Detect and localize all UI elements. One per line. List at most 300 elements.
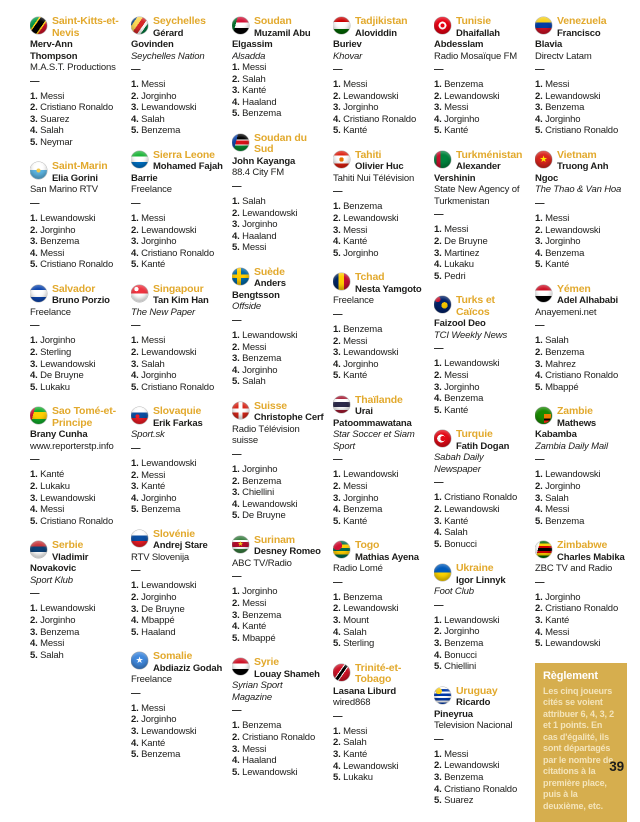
vote-item: 1. Messi [30, 90, 65, 102]
vote-rank: 5. [232, 376, 240, 388]
country-title: Sierra Leone [153, 149, 215, 161]
country-title: Syrie [254, 657, 279, 669]
column-2 [131, 16, 223, 822]
vote-item: 4. Kanté [232, 621, 267, 633]
vote-rank: 3. [131, 102, 139, 114]
vote-rank: 2. [535, 347, 543, 359]
vote-rank: 2. [333, 737, 341, 749]
vote-item: 3. Lewandowski [30, 358, 96, 370]
juror-name: Adel Alhababi [557, 295, 619, 307]
vote-rank: 2. [131, 714, 139, 726]
vote-item: 4. Messi [30, 504, 65, 516]
vote-item: 4. Messi [535, 504, 570, 516]
vote-item: 1. Lewandowski [30, 212, 96, 224]
vote-item: 2. Jorginho [535, 481, 581, 492]
vote-rank: 4. [131, 615, 139, 627]
vote-rank: 3. [434, 772, 442, 784]
vote-item: 4. Cristiano Ronaldo [434, 783, 518, 795]
vote-item: 1. Messi [131, 212, 166, 224]
country-entry [434, 429, 526, 550]
vote-item: 3. Benzema [30, 626, 80, 638]
vote-rank: 1. [30, 212, 38, 224]
vote-item: 3. Lewandowski [333, 347, 399, 359]
separator-dash: — [131, 565, 141, 577]
vote-rank: 3. [333, 224, 341, 236]
vote-rank: 5. [30, 381, 38, 393]
vote-item: 5. Kanté [131, 259, 166, 271]
vote-rank: 2. [30, 347, 38, 359]
vote-rank: 1. [232, 329, 240, 341]
country-entry [333, 16, 425, 137]
vote-item: 4. Haaland [232, 230, 277, 242]
vote-rank: 5. [535, 125, 543, 137]
country-title: Ukraine [456, 563, 494, 575]
vote-rank: 1. [434, 358, 442, 370]
vote-item: 5. Kanté [333, 370, 368, 382]
juror-name: Muzamil Abu Elgassim [232, 27, 311, 50]
vote-rank: 2. [434, 90, 442, 102]
separator-dash: — [30, 454, 40, 466]
vote-rank: 4. [333, 236, 341, 248]
country-entry [333, 395, 425, 527]
country-entry [30, 284, 122, 393]
country-entry [131, 529, 223, 638]
country-title: Surinam [254, 534, 295, 546]
vote-item: 5. Cristiano Ronaldo [131, 381, 215, 393]
vote-rank: 3. [232, 487, 240, 499]
vote-item: 5. De Bruyne [232, 510, 286, 522]
vote-item: 2. Lewandowski [333, 603, 399, 615]
vote-item: 4. Cristiano Ronaldo [333, 113, 417, 125]
vote-rank: 1. [434, 79, 442, 90]
vote-rank: 4. [30, 504, 38, 516]
juror-name: Vladimir Novakovic [30, 551, 89, 575]
separator-dash: — [333, 308, 343, 320]
vote-rank: 1. [333, 591, 341, 603]
vote-rank: 4. [434, 259, 442, 271]
vote-rank: 3. [535, 615, 543, 627]
vote-item: 1. Messi [232, 62, 267, 73]
vote-rank: 5. [131, 381, 139, 393]
flag-slovenie-icon [131, 530, 148, 547]
flag-tunisie-icon [434, 17, 451, 34]
vote-rank: 1. [535, 79, 543, 90]
vote-item: 5. Benzema [131, 125, 181, 137]
vote-rank: 3. [131, 358, 139, 370]
country-title: Togo [355, 540, 380, 552]
vote-rank: 5. [434, 795, 442, 807]
country-entry [333, 663, 425, 784]
column-6 [535, 16, 627, 822]
vote-item: 5. Benzema [232, 108, 282, 120]
country-entry [535, 284, 627, 393]
vote-item: 1. Messi [434, 224, 469, 236]
vote-rank: 2. [30, 481, 38, 492]
vote-item: 5. Chiellini [434, 661, 477, 673]
country-entry [535, 150, 627, 271]
vote-item: 5. Mbappé [535, 381, 579, 393]
country-title: Soudan du Sud [254, 132, 307, 156]
column-4 [333, 16, 425, 822]
vote-item: 2. Sterling [30, 347, 72, 359]
vote-item: 2. Benzema [232, 475, 282, 487]
country-entry [30, 406, 122, 527]
rules-box [535, 663, 627, 822]
vote-rank: 3. [30, 626, 38, 638]
juror-name: Mathews Kabamba [535, 417, 597, 441]
juror-name: Aloviddin Buriev [333, 27, 397, 50]
vote-item: 3. Messi [232, 743, 267, 755]
media-outlet: The New Paper [131, 306, 196, 318]
vote-item: 5. Benzema [131, 749, 181, 761]
country-title: Venezuela [557, 16, 607, 27]
vote-rank: 2. [434, 370, 442, 382]
column-3 [232, 16, 324, 822]
vote-item: 2. Jorginho [30, 224, 76, 236]
country-title: Soudan [254, 16, 292, 27]
media-outlet: Television Nacional [434, 720, 513, 732]
country-title: Trinité-et-Tobago [355, 662, 402, 686]
vote-rank: 1. [30, 90, 38, 102]
vote-item: 5. Kanté [333, 515, 368, 527]
vote-rank: 5. [131, 259, 139, 271]
juror-name: Andrej Stare [153, 540, 208, 552]
vote-item: 4. Jorginho [333, 358, 379, 370]
vote-item: 2. Benzema [535, 347, 585, 359]
vote-item: 1. Lewandowski [535, 469, 601, 481]
separator-dash: — [535, 454, 545, 466]
vote-rank: 1. [30, 469, 38, 481]
juror-name: Dhaifallah Abdesslam [434, 27, 500, 50]
vote-item: 3. Benzema [434, 638, 484, 650]
vote-item: 3. Benzema [232, 609, 282, 621]
vote-rank: 1. [131, 212, 139, 224]
vote-item: 3. Kanté [131, 481, 166, 493]
flag-turkmenistan-icon [434, 151, 451, 168]
vote-rank: 1. [131, 580, 139, 592]
media-outlet: Sport Klub [30, 574, 73, 586]
vote-rank: 2. [30, 614, 38, 626]
vote-item: 4. Kanté [333, 236, 368, 248]
separator-dash: — [535, 197, 545, 209]
vote-rank: 2. [333, 213, 341, 225]
vote-item: 3. Messi [434, 102, 469, 114]
juror-name: Abdiaziz Godah [153, 662, 223, 674]
vote-item: 5. Messi [232, 242, 267, 254]
flag-singapour-icon [131, 285, 148, 302]
country-title: Uruguay [456, 685, 498, 697]
vote-item: 3. Benzema [434, 772, 484, 784]
juror-name: Truong Anh Ngoc [535, 161, 609, 184]
vote-item: 1. Messi [434, 748, 469, 760]
separator-dash: — [333, 710, 343, 722]
vote-rank: 3. [535, 236, 543, 248]
vote-rank: 4. [232, 498, 240, 510]
vote-rank: 1. [232, 586, 240, 598]
country-entry [232, 535, 324, 644]
vote-rank: 4. [434, 393, 442, 405]
vote-item: 1. Jorginho [232, 463, 278, 475]
vote-rank: 4. [535, 247, 543, 259]
country-title: Salvador [52, 283, 96, 295]
vote-item: 3. Jorginho [131, 236, 177, 248]
vote-item: 5. Haaland [131, 626, 176, 638]
juror-name: Ricardo Pineyrua [434, 697, 491, 720]
country-entry [232, 267, 324, 388]
vote-item: 1. Jorginho [30, 335, 76, 347]
juror-name: Francisco Blavia [535, 27, 601, 50]
vote-rank: 1. [434, 614, 442, 626]
vote-item: 2. Cristiano Ronaldo [30, 102, 114, 114]
juror-name: Anders Bengtsson [232, 278, 286, 301]
vote-rank: 5. [535, 638, 543, 650]
vote-item: 2. Messi [434, 370, 469, 382]
vote-item: 4. Lukaku [434, 259, 474, 271]
vote-rank: 2. [535, 481, 543, 492]
separator-dash: — [131, 687, 141, 699]
vote-item: 2. Lewandowski [535, 224, 601, 236]
vote-rank: 3. [30, 358, 38, 370]
country-entry [131, 16, 223, 137]
media-outlet: RTV Slovenija [131, 551, 190, 563]
vote-item: 1. Benzema [333, 323, 383, 335]
vote-item: 5. Kanté [434, 404, 469, 416]
vote-rank: 3. [535, 102, 543, 114]
country-title: Singapour [153, 283, 204, 295]
vote-rank: 2. [535, 224, 543, 236]
vote-item: 3. Mahrez [535, 358, 576, 370]
vote-item: 2. Lukaku [30, 481, 70, 492]
vote-rank: 5. [535, 381, 543, 393]
vote-item: 3. Mount [333, 615, 369, 627]
vote-rank: 2. [131, 469, 139, 481]
juror-name: Faizool Deo [434, 318, 486, 330]
juror-name: John Kayanga [232, 155, 296, 167]
vote-rank: 1. [232, 720, 240, 732]
separator-dash: — [232, 571, 242, 583]
vote-item: 4. Cristiano Ronaldo [131, 247, 215, 259]
country-title: Slovaquie [153, 406, 202, 418]
vote-rank: 3. [30, 113, 38, 125]
separator-dash: — [434, 599, 444, 611]
country-title: Thaïlande [355, 394, 403, 406]
vote-item: 1. Lewandowski [131, 457, 197, 469]
vote-rank: 1. [333, 201, 341, 213]
country-title: Zambie [557, 406, 593, 418]
vote-rank: 5. [30, 136, 38, 148]
country-title: Yémen [557, 283, 591, 295]
vote-rank: 3. [131, 481, 139, 493]
country-entry [434, 150, 526, 282]
vote-rank: 2. [434, 760, 442, 772]
vote-item: 5. Lukaku [30, 381, 70, 393]
vote-rank: 5. [30, 259, 38, 271]
juror-name: Bruno Porzio [52, 295, 110, 307]
country-title: Somalie [153, 651, 193, 663]
country-entry [30, 161, 122, 270]
vote-rank: 2. [232, 731, 240, 743]
country-title: Turks et Caïcos [456, 295, 495, 318]
vote-item: 5. Neymar [30, 136, 73, 148]
vote-item: 5. Cristiano Ronaldo [30, 259, 114, 271]
vote-item: 3. Jorginho [232, 219, 278, 231]
vote-rank: 2. [232, 341, 240, 353]
vote-item: 2. Lewandowski [333, 213, 399, 225]
country-entry [30, 16, 122, 148]
vote-rank: 4. [131, 247, 139, 259]
vote-rank: 4. [131, 113, 139, 125]
vote-rank: 3. [30, 492, 38, 504]
vote-item: 5. Lewandowski [232, 766, 298, 778]
media-outlet: Sport.sk [131, 429, 165, 441]
vote-rank: 4. [333, 358, 341, 370]
vote-item: 1. Messi [131, 79, 166, 90]
media-outlet: Radio Télévision suisse [232, 423, 300, 447]
vote-item: 5. Cristiano Ronaldo [535, 125, 619, 137]
vote-item: 4. Messi [30, 247, 65, 259]
separator-dash: — [434, 733, 444, 745]
vote-rank: 4. [232, 96, 240, 108]
vote-item: 5. Kanté [434, 125, 469, 137]
vote-item: 2. Salah [333, 737, 367, 749]
media-outlet: Directv Latam [535, 50, 592, 62]
country-entry [434, 563, 526, 672]
vote-rank: 1. [535, 212, 543, 224]
vote-item: 3. Benzema [30, 236, 80, 248]
media-outlet: Freelance [131, 184, 172, 196]
country-entry [232, 133, 324, 254]
vote-item: 5. Benzema [131, 504, 181, 516]
separator-dash: — [434, 477, 444, 489]
juror-name: Louay Shameh [254, 668, 320, 680]
vote-item: 1. Cristiano Ronaldo [434, 492, 518, 504]
country-title: Suisse [254, 400, 287, 412]
vote-item: 5. Kanté [333, 125, 368, 137]
vote-item: 5. Salah [30, 649, 64, 661]
country-entry [434, 686, 526, 807]
juror-name: Brany Cunha [30, 429, 88, 441]
vote-item: 1. Salah [232, 195, 266, 207]
vote-item: 3. Kanté [535, 615, 570, 627]
vote-rank: 4. [131, 492, 139, 504]
country-entry [333, 150, 425, 259]
flag-surinam-icon [232, 536, 249, 553]
media-outlet: State New Agency of Turkmenistan [434, 184, 520, 207]
vote-rank: 4. [434, 113, 442, 125]
vote-item: 4. Salah [131, 113, 165, 125]
country-title: Zimbabwe [557, 540, 608, 552]
media-outlet: Anayemeni.net [535, 306, 597, 318]
flag-trinite-icon [333, 664, 350, 681]
vote-rank: 5. [535, 515, 543, 527]
vote-rank: 4. [131, 737, 139, 749]
separator-dash: — [333, 576, 343, 588]
media-outlet: Alsadda [232, 50, 266, 62]
media-outlet: Seychelles Nation [131, 50, 205, 62]
vote-rank: 4. [30, 125, 38, 137]
country-entry [131, 150, 223, 271]
separator-dash: — [232, 314, 242, 326]
vote-item: 2. Jorginho [131, 90, 177, 102]
country-entry [30, 540, 122, 661]
vote-rank: 4. [535, 370, 543, 382]
vote-item: 3. Lewandowski [30, 492, 96, 504]
separator-dash: — [131, 64, 141, 75]
vote-item: 2. Jorginho [131, 714, 177, 726]
vote-item: 4. Bonucci [434, 649, 477, 661]
vote-rank: 1. [535, 591, 543, 603]
vote-item: 4. Lewandowski [333, 760, 399, 772]
separator-dash: — [30, 75, 40, 87]
media-outlet: TCI Weekly News [434, 329, 508, 341]
vote-rank: 1. [131, 335, 139, 347]
media-outlet: ABC TV/Radio [232, 557, 292, 569]
vote-item: 4. Benzema [434, 393, 484, 405]
vote-rank: 4. [232, 364, 240, 376]
vote-item: 4. Cristiano Ronaldo [535, 370, 619, 382]
separator-dash: — [131, 197, 141, 209]
vote-rank: 2. [434, 504, 442, 515]
country-entry [232, 657, 324, 778]
flag-suisse-icon [232, 402, 249, 419]
vote-item: 2. Lewandowski [535, 90, 601, 102]
separator-dash: — [131, 320, 141, 332]
vote-item: 4. Salah [333, 626, 367, 638]
vote-item: 1. Jorginho [535, 591, 581, 603]
juror-name: Charles Mabika [557, 551, 625, 563]
vote-rank: 3. [131, 726, 139, 738]
vote-item: 1. Messi [535, 212, 570, 224]
vote-item: 3. Benzema [535, 102, 585, 114]
vote-rank: 2. [232, 207, 240, 219]
vote-rank: 4. [333, 113, 341, 125]
vote-rank: 1. [30, 335, 38, 347]
vote-item: 5. Sterling [333, 638, 375, 650]
flag-salvador-icon [30, 285, 47, 302]
vote-rank: 3. [434, 247, 442, 259]
vote-rank: 2. [333, 90, 341, 102]
vote-item: 2. Jorginho [434, 626, 480, 638]
vote-rank: 1. [232, 62, 240, 73]
country-title: Tunisie [456, 16, 491, 27]
vote-item: 2. Messi [232, 341, 267, 353]
vote-item: 1. Messi [131, 335, 166, 347]
vote-rank: 5. [131, 125, 139, 137]
media-outlet: Radio Lomé [333, 563, 383, 575]
vote-rank: 5. [232, 510, 240, 522]
media-outlet: Sabah Daily Newspaper [434, 452, 484, 475]
country-title: Seychelles [153, 16, 206, 27]
vote-rank: 2. [535, 603, 543, 615]
vote-item: 2. Messi [232, 597, 267, 609]
vote-item: 2. Salah [232, 73, 266, 85]
vote-rank: 5. [434, 270, 442, 282]
vote-item: 1. Messi [333, 79, 368, 90]
vote-item: 2. Messi [131, 469, 166, 481]
vote-item: 5. Bonucci [434, 538, 477, 550]
vote-item: 3. Jorginho [333, 102, 379, 114]
vote-item: 3. Chiellini [232, 487, 275, 499]
vote-item: 3. Lewandowski [131, 102, 197, 114]
vote-item: 5. Mbappé [232, 632, 276, 644]
vote-rank: 3. [333, 749, 341, 761]
vote-item: 1. Benzema [333, 591, 383, 603]
vote-rank: 5. [131, 626, 139, 638]
flag-venezuela-icon [535, 17, 552, 34]
vote-item: 2. Jorginho [30, 614, 76, 626]
vote-rank: 3. [30, 236, 38, 248]
juror-name: Fatih Dogan [456, 440, 510, 452]
